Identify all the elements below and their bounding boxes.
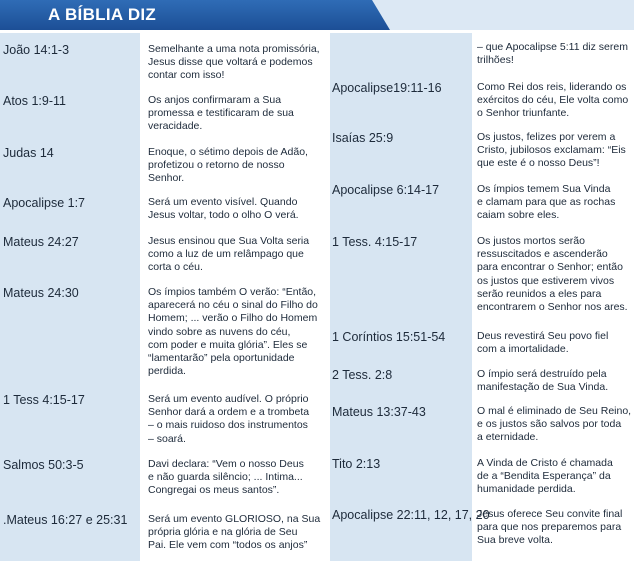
verse-reference: Tito 2:13	[332, 457, 381, 471]
verse-reference: João 14:1-3	[3, 43, 70, 57]
verse-reference: Apocalipse19:11-16	[332, 81, 442, 95]
verse-summary: Será um evento visível. Quando Jesus voltar, todo o olho O verá.	[148, 196, 299, 222]
verse-reference: Mateus 13:37-43	[332, 405, 426, 419]
verse-reference: Mateus 24:27	[3, 235, 79, 249]
verse-summary: – que Apocalipse 5:11 diz serem trilhões!	[477, 41, 628, 67]
verse-summary: Os anjos confirmaram a Sua promessa e testificaram de sua veracidade.	[148, 94, 294, 133]
verse-summary: Semelhante a uma nota promissória, Jesus disse que voltará e podemos contar com isso!	[148, 43, 320, 82]
verse-summary: Como Rei dos reis, liderando os exércitos do céu, Ele volta como o Senhor triunfante.	[477, 81, 629, 120]
verse-reference: Mateus 24:30	[3, 286, 79, 300]
verse-reference: Judas 14	[3, 146, 54, 160]
verse-summary: Jesus ensinou que Sua Volta seria como a luz de um relâmpago que corta o céu.	[148, 235, 310, 274]
verse-reference: 1 Tess. 4:15-17	[332, 235, 418, 249]
verse-summary: A Vinda de Cristo é chamada de a “Bendita Esperança” da humanidade perdida.	[477, 457, 613, 496]
verse-summary: Davi declara: “Vem o nosso Deus e não guarda silêncio; ... Intima... Congregai os meus santos”.	[148, 458, 304, 497]
verse-reference: 1 Tess 4:15-17	[3, 393, 85, 407]
verse-summary: O mal é eliminado de Seu Reino, e os justos são salvos por toda a eternidade.	[477, 405, 632, 444]
verse-summary: Jesus oferece Seu convite final para que nos preparemos para Sua breve volta.	[477, 508, 623, 547]
verse-summary: Será um evento audível. O próprio Senhor dará a ordem e a trombeta – o mais ruidoso dos instrumentos – soará.	[148, 393, 310, 445]
verse-summary: Os justos mortos serão ressuscitados e ascenderão para encontrar o Senhor; então os justos que estiverem vivos serão reunidos a eles para encontrarem o Senhor nos ares.	[477, 235, 628, 314]
verse-reference: .Mateus 16:27 e 25:31	[3, 513, 128, 527]
header-bar	[0, 0, 634, 30]
verse-summary: Os ímpios temem Sua Vinda e clamam para que as rochas caiam sobre eles.	[477, 183, 616, 222]
verse-reference: 1 Coríntios 15:51-54	[332, 330, 446, 344]
verse-reference: Apocalipse 22:11, 12, 17, 20	[332, 508, 490, 522]
verse-reference: Atos 1:9-11	[3, 94, 67, 108]
verse-summary: Deus revestirá Seu povo fiel com a imortalidade.	[477, 330, 609, 356]
verse-reference: Apocalipse 1:7	[3, 196, 86, 210]
verse-reference: Isaías 25:9	[332, 131, 394, 145]
verse-reference: Apocalipse 6:14-17	[332, 183, 440, 197]
left-column	[0, 33, 328, 561]
right-column	[330, 33, 634, 561]
verse-summary: Enoque, o sétimo depois de Adão, profetizou o retorno de nosso Senhor.	[148, 146, 308, 185]
verse-reference: Salmos 50:3-5	[3, 458, 84, 472]
verse-summary: O ímpio será destruído pela manifestação de Sua Vinda.	[477, 368, 609, 394]
verse-summary: Será um evento GLORIOSO, na Sua própria glória e na glória de Seu Pai. Ele vem com “todos os anjos”	[148, 513, 321, 552]
verse-reference: 2 Tess. 2:8	[332, 368, 393, 382]
verse-summary: Os justos, felizes por verem a Cristo, jubilosos exclamam: “Eis que este é o nosso Deus”!	[477, 131, 626, 170]
verse-summary: Os ímpios também O verão: “Então, aparecerá no céu o sinal do Filho do Homem; ... verão o Filho do Homem vindo sobre as nuvens do céu, com poder e muita glória”. Eles se “lamentarão” pela oportunidade perdida.	[148, 286, 318, 378]
page-title: A BÍBLIA DIZ	[48, 5, 157, 24]
